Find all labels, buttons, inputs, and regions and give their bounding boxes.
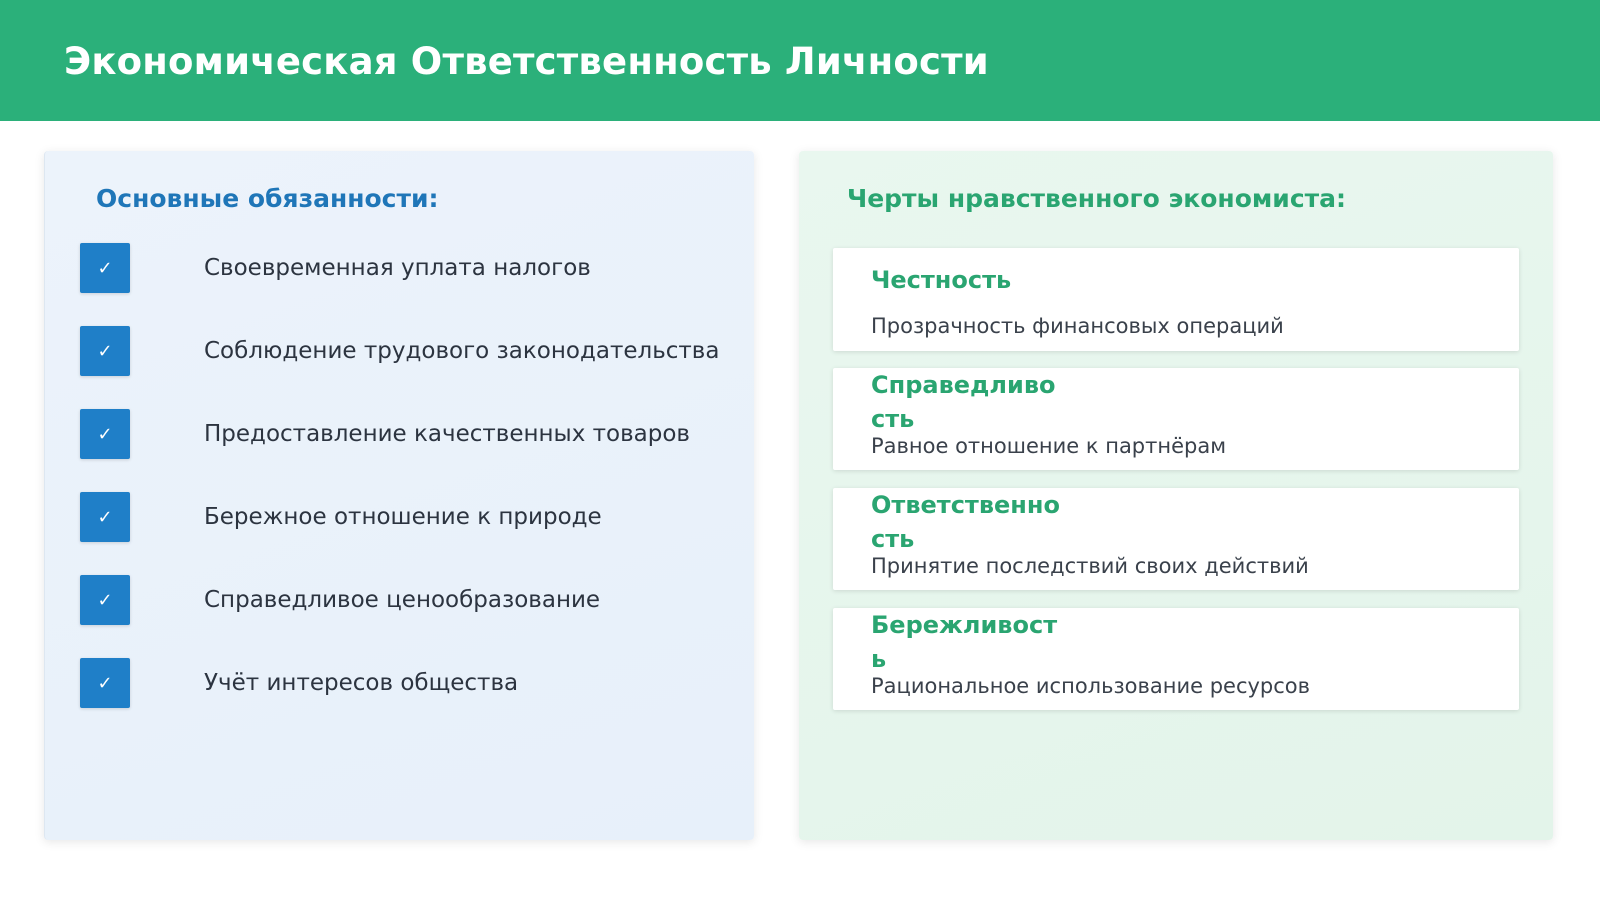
traits-heading: Черты нравственного экономиста: bbox=[847, 184, 1346, 213]
duties-panel bbox=[44, 151, 754, 840]
duty-text: Учёт интересов общества bbox=[204, 670, 519, 696]
trait-card bbox=[833, 248, 1519, 351]
trait-name: Справедливо bbox=[871, 371, 1056, 399]
trait-name: Честность bbox=[871, 266, 1012, 294]
trait-description: Принятие последствий своих действий bbox=[871, 554, 1309, 578]
duty-text: Бережное отношение к природе bbox=[204, 504, 602, 530]
trait-name-continuation: сть bbox=[871, 405, 915, 433]
traits-panel bbox=[799, 151, 1553, 840]
trait-name: Ответственно bbox=[871, 491, 1060, 519]
checkmark-icon: ✓ bbox=[80, 409, 130, 459]
checkmark-icon: ✓ bbox=[80, 658, 130, 708]
trait-name-continuation: сть bbox=[871, 525, 915, 553]
duty-item bbox=[80, 243, 740, 295]
slide-header bbox=[0, 0, 1600, 121]
duty-item bbox=[80, 658, 740, 710]
slide-title: Экономическая Ответственность Личности bbox=[64, 40, 989, 83]
duty-item bbox=[80, 492, 740, 544]
trait-card bbox=[833, 488, 1519, 590]
checkmark-icon: ✓ bbox=[80, 326, 130, 376]
duty-item bbox=[80, 575, 740, 627]
trait-card bbox=[833, 608, 1519, 710]
trait-name-continuation: ь bbox=[871, 645, 887, 673]
duties-heading: Основные обязанности: bbox=[96, 184, 439, 213]
checkmark-icon: ✓ bbox=[80, 575, 130, 625]
duty-text: Своевременная уплата налогов bbox=[204, 255, 591, 281]
duty-item bbox=[80, 409, 740, 461]
checkmark-icon: ✓ bbox=[80, 243, 130, 293]
duty-item bbox=[80, 326, 740, 378]
trait-description: Прозрачность финансовых операций bbox=[871, 314, 1284, 338]
duty-text: Справедливое ценообразование bbox=[204, 587, 601, 613]
trait-name: Бережливост bbox=[871, 611, 1058, 639]
checkmark-icon: ✓ bbox=[80, 492, 130, 542]
duty-text: Соблюдение трудового законодательства bbox=[204, 338, 720, 364]
trait-description: Равное отношение к партнёрам bbox=[871, 434, 1227, 458]
trait-card bbox=[833, 368, 1519, 470]
trait-description: Рациональное использование ресурсов bbox=[871, 674, 1311, 698]
duty-text: Предоставление качественных товаров bbox=[204, 421, 690, 447]
